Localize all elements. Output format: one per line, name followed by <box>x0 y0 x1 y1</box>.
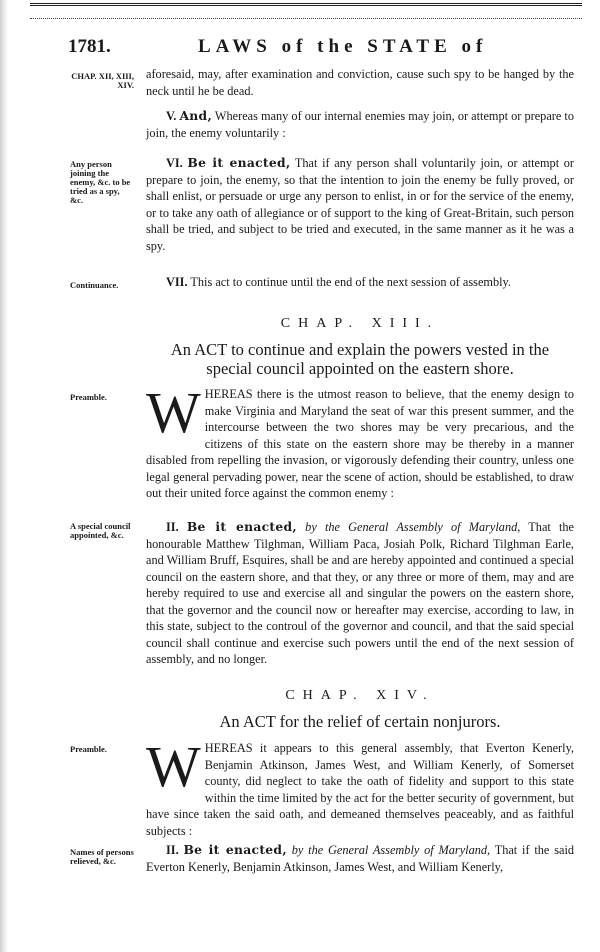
section-lead: Be it enacted, <box>183 842 287 857</box>
section-lead: Be it enacted, <box>186 519 297 534</box>
preamble-text: HEREAS it appears to this general assembly, that Everton Kenerly, Benjamin Atkinson, James West, and William Kenerly, of Somerset county, did neglect to take the oath of fidelity and support to this state within the time limited by the act for the better security of government, but have since taken the said oath, and demeaned themselves peaceably, and as faithful subjects : <box>146 741 574 838</box>
margin-preamble-2: Preamble. <box>70 744 107 754</box>
top-border-rule <box>30 3 582 19</box>
preamble-text: HEREAS there is the utmost reason to believe, that the enemy design to make Virginia and Maryland the seat of war this present summer, and the intercourse between the two shores may be very precarious, and the citizens of this state on the eastern shore may be thereby in a manner disabled from repelling the invasion, or vigorously defending their country, unless one legal general pervading power, near the scene of action, should be established, to draw out their united force against the common enemy : <box>146 387 574 500</box>
section-text: That the honourable Matthew Tilghman, William Paca, Josiah Polk, Richard Tilghman Earle, and William Bruff, Esquires, shall be and are hereby appointed and continued a special council on the eastern shore, and that they, or any three or more of them, may and are hereby required to use and exercise all and singular the powers on the eastern shore, that the governor and the council now or hereafter may exercise, according to law, in this state, subject to the controul of the governor and council, and that the said special council shall continue and exercise such powers until the end of the next session of assembly, and no longer. <box>146 520 575 666</box>
chap13-preamble <box>146 380 574 502</box>
section-lead: And, <box>179 108 213 123</box>
section-number: II. <box>166 520 179 534</box>
section-lead: Be it enacted, <box>187 155 291 170</box>
section-text: Whereas many of our internal enemies may join, or attempt or prepare to join, the enemy voluntarily : <box>146 109 574 140</box>
margin-preamble-1: Preamble. <box>70 392 107 402</box>
chap13-section-2 <box>146 519 574 668</box>
section-text: That if any person shall voluntarily join, or attempt or prepare to join, the enemy, so that the intention to join the enemy be fully proved, or shall enlist, or persuade or urge any person to enlist, in or for the service of the enemy, or to take any oath of allegiance or of support to the king of Great-Britain, such person shall be tried, and subject to be tried and executed, in the same manner as it he was a spy. <box>146 156 574 253</box>
margin-continuance: Continuance. <box>70 280 119 290</box>
section-number: II. <box>166 843 179 857</box>
page-year: 1781. <box>68 36 111 57</box>
chap13-title: An ACT to continue and explain the powers vested in the special council appointed on the eastern shore. <box>170 340 550 378</box>
page-edge-shadow <box>0 0 8 952</box>
margin-any-person: Any person joining the enemy, &c. to be tried as a spy, &c. <box>70 159 131 205</box>
drop-cap: W <box>146 734 201 799</box>
chap13-heading: CHAP. XIII. <box>280 316 440 331</box>
section-number: V. <box>166 109 177 123</box>
page-header <box>68 36 578 60</box>
chap12-section-7 <box>146 274 574 291</box>
chap14-section-2 <box>146 842 574 875</box>
section-text: That if the said Everton Kenerly, Benjamin Atkinson, James West, and William Kenerly, <box>146 843 575 874</box>
running-head: LAWS of the STATE of <box>198 36 488 57</box>
chap12-section-5 <box>146 108 574 141</box>
section-text: This act to continue until the end of the next session of assembly. <box>190 275 511 289</box>
chap12-intro: aforesaid, may, after examination and conviction, cause such spy to be hanged by the neck until he be dead. <box>146 67 574 98</box>
margin-chapter-ref: CHAP. XII, XIII, XIV. <box>71 71 134 90</box>
section-number: VII. <box>166 275 188 289</box>
margin-special-council: A special council appointed, &c. <box>70 521 131 540</box>
chap14-title: An ACT for the relief of certain nonjurors. <box>219 712 501 731</box>
drop-cap: W <box>146 380 201 445</box>
chap14-heading: CHAP. XIV. <box>285 688 435 703</box>
chap12-section-6 <box>146 155 574 254</box>
section-number: VI. <box>166 156 183 170</box>
enacting-authority: by the General Assembly of Maryland, <box>291 843 491 857</box>
enacting-authority: by the General Assembly of Maryland, <box>305 520 521 534</box>
chap14-preamble <box>146 734 574 839</box>
margin-names-relieved: Names of persons relieved, &c. <box>70 847 134 866</box>
